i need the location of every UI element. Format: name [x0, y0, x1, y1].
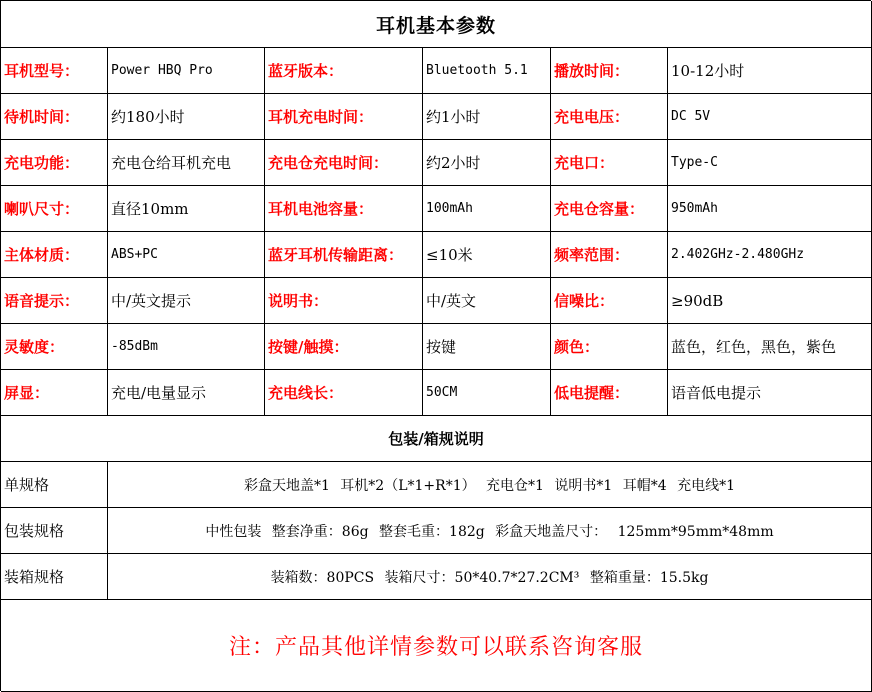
param-key: 充电电压：: [551, 94, 668, 140]
param-key: 耳机充电时间：: [265, 94, 423, 140]
packaging-value: 中性包装 整套净重：86g 整套毛重：182g 彩盒天地盖尺寸： 125mm*95mm*48mm: [108, 508, 872, 554]
param-key: 灵敏度：: [1, 324, 108, 370]
packaging-label: 装箱规格: [1, 554, 108, 600]
param-row: [1, 370, 872, 416]
param-value: 充电/电量显示: [108, 370, 265, 416]
param-value: 中/英文提示: [108, 278, 265, 324]
packaging-row: [1, 508, 872, 554]
packaging-label: 单规格: [1, 462, 108, 508]
param-key: 播放时间：: [551, 48, 668, 94]
param-value: 直径10mm: [108, 186, 265, 232]
param-value: 语音低电提示: [668, 370, 872, 416]
param-value: 50CM: [423, 370, 551, 416]
title-row: [1, 1, 872, 48]
param-value: 中/英文: [423, 278, 551, 324]
packaging-label: 包装规格: [1, 508, 108, 554]
param-value: 10-12小时: [668, 48, 872, 94]
param-key: 充电线长：: [265, 370, 423, 416]
param-key: 语音提示：: [1, 278, 108, 324]
param-value: 按键: [423, 324, 551, 370]
param-row: [1, 94, 872, 140]
packaging-title-row: [1, 416, 872, 462]
param-value: 约180小时: [108, 94, 265, 140]
packaging-row: [1, 554, 872, 600]
param-value: 约2小时: [423, 140, 551, 186]
packaging-value: 装箱数：80PCS 装箱尺寸：50*40.7*27.2CM³ 整箱重量：15.5kg: [108, 554, 872, 600]
param-key: 蓝牙耳机传输距离：: [265, 232, 423, 278]
param-key: 主体材质：: [1, 232, 108, 278]
param-key: 信噪比：: [551, 278, 668, 324]
param-value: ABS+PC: [108, 232, 265, 278]
param-key: 耳机电池容量：: [265, 186, 423, 232]
param-row: [1, 232, 872, 278]
param-value: 充电仓给耳机充电: [108, 140, 265, 186]
param-key: 待机时间：: [1, 94, 108, 140]
param-row: [1, 278, 872, 324]
param-value: 蓝色，红色，黑色，紫色: [668, 324, 872, 370]
param-value: ≤10米: [423, 232, 551, 278]
param-value: Type-C: [668, 140, 872, 186]
param-key: 低电提醒：: [551, 370, 668, 416]
param-key: 蓝牙版本：: [265, 48, 423, 94]
param-key: 喇叭尺寸：: [1, 186, 108, 232]
contact-note: 注：产品其他详情参数可以联系咨询客服: [1, 600, 872, 692]
param-key: 按键/触摸：: [265, 324, 423, 370]
param-value: 2.402GHz-2.480GHz: [668, 232, 872, 278]
packaging-value: 彩盒天地盖*1 耳机*2（L*1+R*1） 充电仓*1 说明书*1 耳帽*4 充电线*1: [108, 462, 872, 508]
param-value: 950mAh: [668, 186, 872, 232]
param-value: DC 5V: [668, 94, 872, 140]
param-row: [1, 140, 872, 186]
param-key: 充电仓容量：: [551, 186, 668, 232]
packaging-title: 包装/箱规说明: [1, 416, 872, 462]
param-key: 说明书：: [265, 278, 423, 324]
param-value: Bluetooth 5.1: [423, 48, 551, 94]
param-key: 屏显：: [1, 370, 108, 416]
sheet-title: 耳机基本参数: [1, 1, 872, 48]
param-key: 充电仓充电时间：: [265, 140, 423, 186]
param-key: 充电口：: [551, 140, 668, 186]
note-row: [1, 600, 872, 692]
packaging-row: [1, 462, 872, 508]
param-value: 100mAh: [423, 186, 551, 232]
param-key: 耳机型号：: [1, 48, 108, 94]
param-value: ≥90dB: [668, 278, 872, 324]
param-key: 频率范围：: [551, 232, 668, 278]
param-row: [1, 186, 872, 232]
param-row: [1, 324, 872, 370]
param-value: Power HBQ Pro: [108, 48, 265, 94]
param-value: 约1小时: [423, 94, 551, 140]
param-value: -85dBm: [108, 324, 265, 370]
param-key: 充电功能：: [1, 140, 108, 186]
param-key: 颜色：: [551, 324, 668, 370]
param-row: [1, 48, 872, 94]
